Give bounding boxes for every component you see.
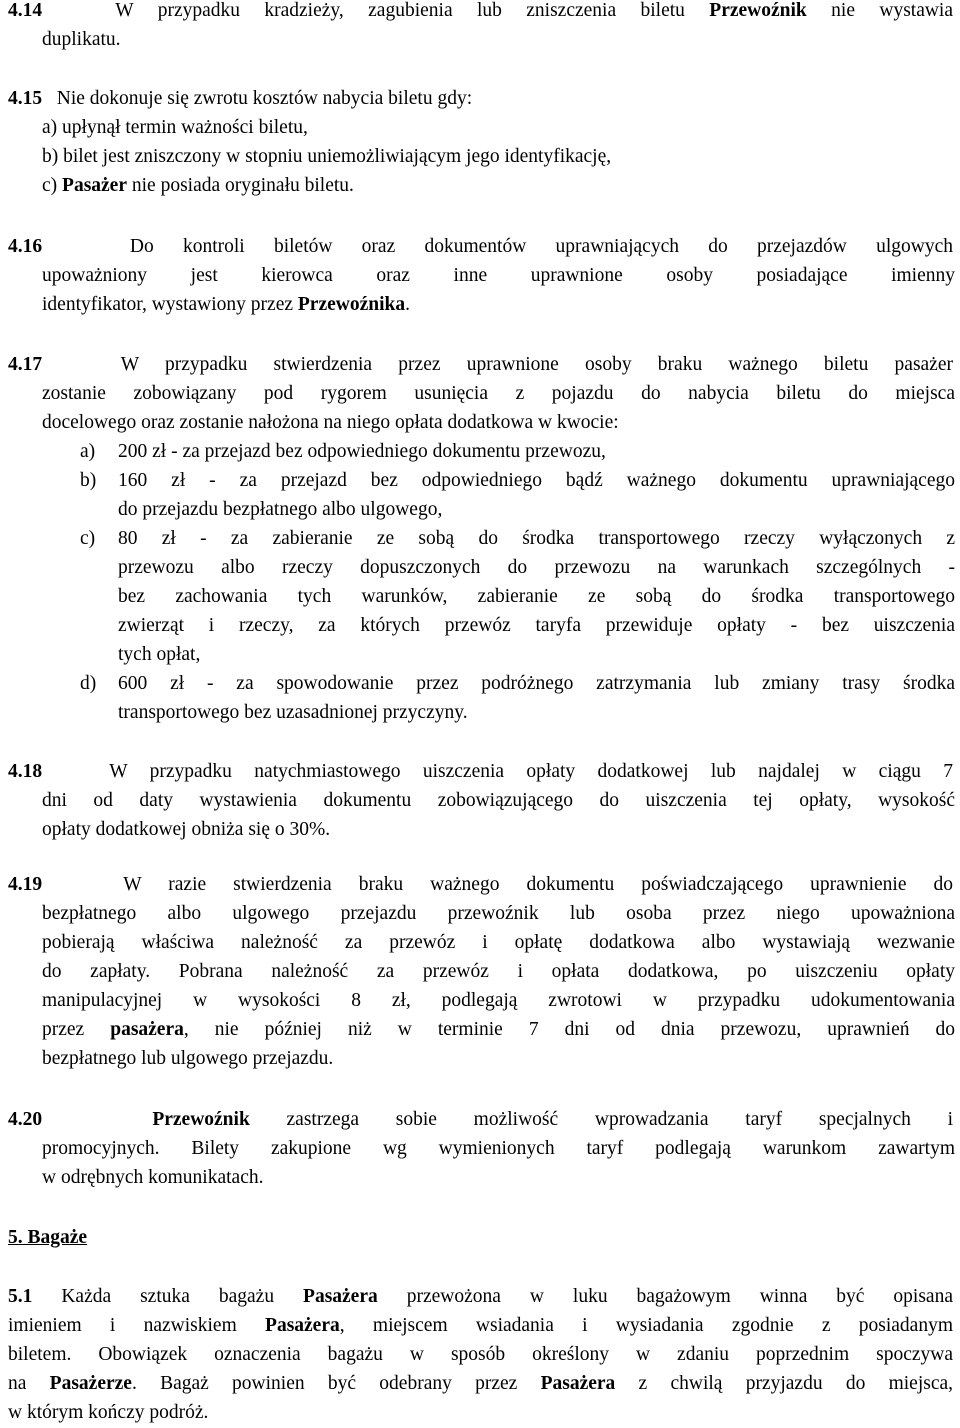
list-item-b-text-2: do przejazdu bezpłatnego albo ulgowego,	[118, 499, 443, 520]
section-5-1-line-2: imieniem i nazwiskiem Pasażera, miejscem wsiadania i wysiadania zgodnie z posiadanym	[8, 1315, 953, 1336]
section-4-18-line-2: dni od daty wystawienia dokumentu zobowiązującego do uiszczenia tej opłaty, wysokość	[42, 790, 955, 811]
section-4-20-line-1: 4.20 Przewoźnik zastrzega sobie możliwość wprowadzania taryf specjalnych i	[8, 1109, 954, 1130]
section-4-17-line-3: docelowego oraz zostanie nałożona na niego opłata dodatkowa w kwocie:	[42, 412, 619, 433]
section-4-19-line-5: manipulacyjnej w wysokości 8 zł, podlegają zwrotowi w przypadku udokumentowania	[42, 990, 955, 1011]
section-4-17-line-2: zostanie zobowiązany pod rygorem usunięcia z pojazdu do nabycia biletu do miejsca	[42, 383, 955, 404]
section-number: 4.15	[8, 88, 43, 109]
section-4-19-line-6: przez pasażera, nie później niż w terminie 7 dni od dnia przewozu, uprawnień do	[42, 1019, 956, 1040]
list-item-c-text-3: bez zachowania tych warunków, zabieranie ze sobą do środka transportowego	[118, 586, 955, 607]
section-4-18-line-3: opłaty dodatkowej obniża się o 30%.	[42, 819, 331, 840]
section-4-19-line-2: bezpłatnego albo ulgowego przejazdu przewoźnik lub osoba przez niego upoważniona	[42, 903, 955, 924]
section-5-heading: 5. Bagaże	[8, 1227, 88, 1248]
section-number: 4.17	[8, 354, 43, 375]
section-number: 4.14	[8, 0, 43, 21]
section-4-19-line-4: do zapłaty. Pobrana należność za przewóz i opłata dodatkowa, po uiszczeniu opłaty	[42, 961, 955, 982]
list-item-a-text: 200 zł - za przejazd bez odpowiedniego dokumentu przewozu,	[118, 441, 606, 462]
section-4-16-line-2: upoważniony jest kierowca oraz inne uprawnione osoby posiadające imienny	[42, 265, 955, 286]
section-4-19-line-1: 4.19 W razie stwierdzenia braku ważnego dokumentu poświadczającego uprawnienie do	[8, 874, 954, 895]
section-4-19-line-7: bezpłatnego lub ulgowego przejazdu.	[42, 1048, 334, 1069]
section-5-1-line-5: w którym kończy podróż.	[8, 1402, 209, 1423]
section-5-1-line-4: na Pasażerze. Bagaż powinien być odebrany przez Pasażera z chwilą przyjazdu do miejsca,	[8, 1373, 954, 1394]
section-4-17-line-1: 4.17 W przypadku stwierdzenia przez uprawnione osoby braku ważnego biletu pasażer	[8, 354, 953, 375]
section-4-20-line-3: w odrębnych komunikatach.	[42, 1167, 264, 1188]
list-item-c: c) Pasażer nie posiada oryginału biletu.	[42, 175, 354, 196]
section-4-19-line-3: pobierają właściwa należność za przewóz i opłatę dodatkowa albo wystawiają wezwanie	[42, 932, 955, 953]
list-item-d-text-1: 600 zł - za spowodowanie przez podróżnego zatrzymania lub zmiany trasy środka	[118, 673, 955, 694]
section-4-14-line-1: 4.14 W przypadku kradzieży, zagubienia lub zniszczenia biletu Przewoźnik nie wystawia	[8, 0, 954, 21]
section-4-20-line-2: promocyjnych. Bilety zakupione wg wymienionych taryf podlegają warunkom zawartym	[42, 1138, 955, 1159]
section-number: 4.18	[8, 761, 43, 782]
list-item-d-label: d)	[80, 673, 97, 694]
section-5-1-line-1: 5.1 Każda sztuka bagażu Pasażera przewożona w luku bagażowym winna być opisana	[8, 1286, 953, 1307]
list-item-a-label: a)	[80, 441, 96, 462]
list-item-c-text-1: 80 zł - za zabieranie ze sobą do środka transportowego rzeczy wyłączonych z	[118, 528, 955, 549]
list-item-d-text-2: transportowego bez uzasadnionej przyczyny.	[118, 702, 468, 723]
section-number: 4.16	[8, 236, 43, 257]
list-item-a: a) upłynął termin ważności biletu,	[42, 117, 308, 138]
list-item-c-text-2: przewozu albo rzeczy dopuszczonych do przewozu na warunkach szczególnych -	[118, 557, 955, 578]
section-number: 4.19	[8, 874, 43, 895]
section-5-1-line-3: biletem. Obowiązek oznaczenia bagażu w sposób określony w zdaniu poprzednim spoczywa	[8, 1344, 953, 1365]
section-4-18-line-1: 4.18 W przypadku natychmiastowego uiszczenia opłaty dodatkowej lub najdalej w ciągu 7	[8, 761, 954, 782]
section-number: 4.20	[8, 1109, 43, 1130]
list-item-b: b) bilet jest zniszczony w stopniu uniemożliwiającym jego identyfikację,	[42, 146, 612, 167]
section-number: 5.1	[8, 1286, 33, 1307]
section-4-16-line-1: 4.16 Do kontroli biletów oraz dokumentów uprawniających do przejazdów ulgowych	[8, 236, 954, 257]
list-item-c-label: c)	[80, 528, 96, 549]
section-4-14-line-2: duplikatu.	[42, 29, 121, 50]
list-item-c-text-5: tych opłat,	[118, 644, 201, 665]
list-item-c-text-4: zwierząt i rzeczy, za których przewóz taryfa przewiduje opłaty - bez uiszczenia	[118, 615, 955, 636]
section-4-16-line-3: identyfikator, wystawiony przez Przewoźnika.	[42, 294, 410, 315]
section-4-15-line-1: 4.15 Nie dokonuje się zwrotu kosztów nabycia biletu gdy:	[8, 88, 473, 109]
list-item-b-label: b)	[80, 470, 97, 491]
list-item-b-text-1: 160 zł - za przejazd bez odpowiedniego bądź ważnego dokumentu uprawniającego	[118, 470, 955, 491]
